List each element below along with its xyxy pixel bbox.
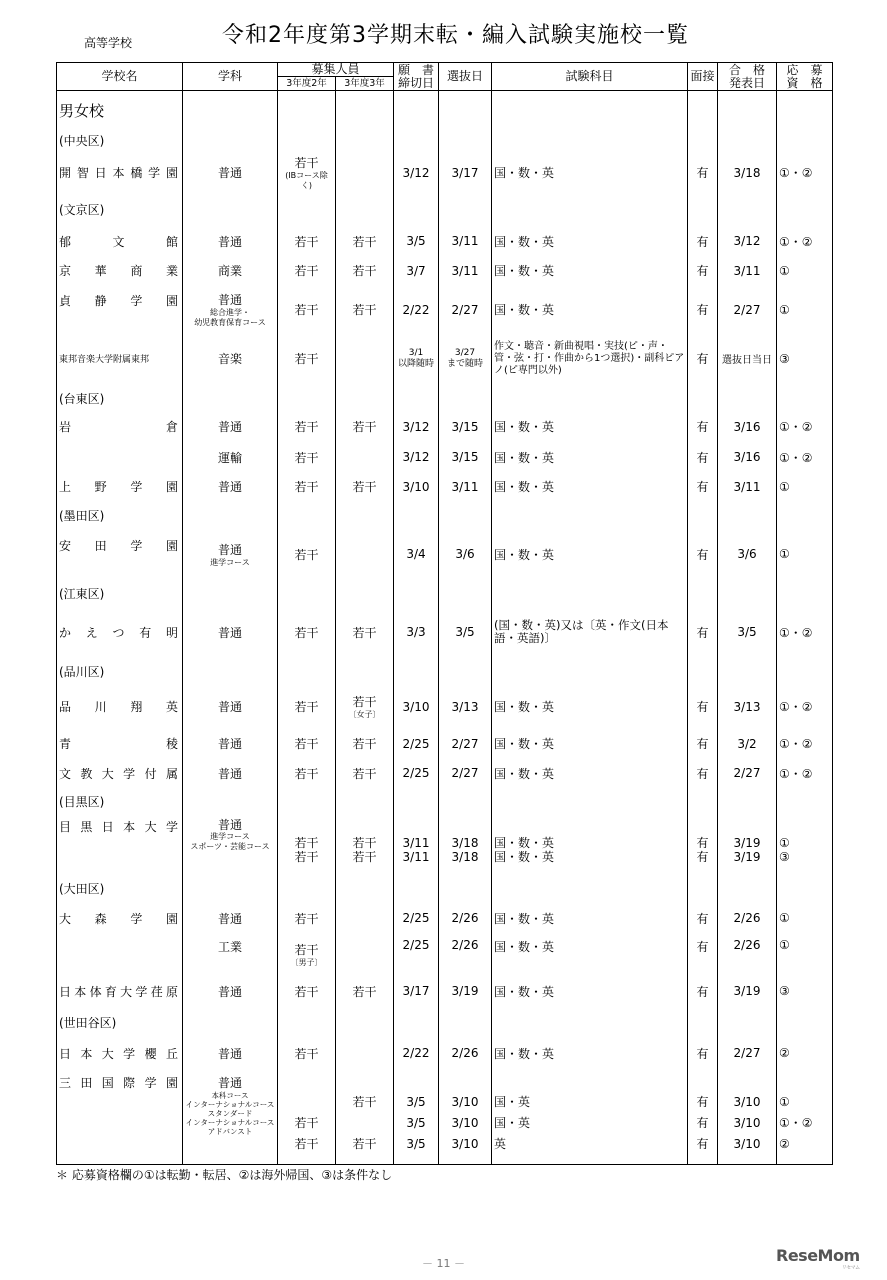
table-row: 工業 若干 〔男子〕 2/25 2/26 国・数・英 有 2/26 ① xyxy=(57,934,833,975)
school-name: か え つ 有 明 xyxy=(59,625,178,640)
table-row: 上 野 学 園 普通 若干 若干 3/10 3/11 国・数・英 有 3/11 ① xyxy=(57,472,833,502)
school-name: 安 田 学 園 xyxy=(59,538,178,553)
school-name: 目 黒 日 本 大 学 xyxy=(59,819,178,834)
table-row: 郁 文 館 普通 若干 若干 3/5 3/11 国・数・英 有 3/12 ①・② xyxy=(57,226,833,256)
page-number: － 11 － xyxy=(422,1257,465,1270)
group-label: 男女校 xyxy=(57,91,183,130)
col-recruit: 募集人員 xyxy=(278,63,394,77)
table-row: 三 田 国 際 学 園 普通 本科コース インターナショナルコーススタンダード インターナショナルコースアドバンスト 若干 若干 若干 若干 3/5 3/5 3/5 3/10 3/10 3/10 国・英 国・英 英 有 有 有 3/10 3/10 3/10 ① ①・② ② xyxy=(57,1070,833,1165)
table-row: か え つ 有 明 普通 若干 若干 3/3 3/5 (国・数・英)又は〔英・作文(日本語・英語)〕 有 3/5 ①・② xyxy=(57,607,833,658)
table-row: 大 森 学 園 普通 若干 2/25 2/26 国・数・英 有 2/26 ① xyxy=(57,903,833,934)
table-row: 岩 倉 普通 若干 若干 3/12 3/15 国・数・英 有 3/16 ①・② xyxy=(57,411,833,442)
table-row: 日 本 体 育 大 学 荏 原 普通 若干 若干 3/17 3/19 国・数・英 有 3/19 ③ xyxy=(57,975,833,1008)
ward-shinagawa: (品川区) xyxy=(57,658,183,685)
ward-taito: (台東区) xyxy=(57,385,183,412)
ward-koto: (江東区) xyxy=(57,580,183,607)
table-row: 貞 静 学 園 普通 総合進学・ 幼児教育保育コース 若干 若干 2/22 2/27 国・数・英 有 2/27 ① xyxy=(57,286,833,333)
col-deadline: 願 書 締切日 xyxy=(394,63,439,91)
ward-sumida: (墨田区) xyxy=(57,502,183,529)
ward-chuo: (中央区) xyxy=(57,130,183,153)
col-year2: 3年度2年 xyxy=(278,77,336,91)
table-row: 開 智 日 本 橋 学 園 普通 若干 (IBコース除く) 3/12 3/17 国・数・英 有 3/18 ①・② xyxy=(57,152,833,193)
col-school: 学校名 xyxy=(57,63,183,91)
school-name: 三 田 国 際 学 園 xyxy=(59,1075,178,1090)
school-name: 品 川 翔 英 xyxy=(59,700,178,715)
table-row: 京 華 商 業 商業 若干 若干 3/7 3/11 国・数・英 有 3/11 ① xyxy=(57,256,833,286)
table-row: 品 川 翔 英 普通 若干 若干 〔女子〕 3/10 3/13 国・数・英 有 3/13 ①・② xyxy=(57,685,833,728)
school-name: 日 本 大 学 櫻 丘 xyxy=(59,1046,178,1061)
col-interview: 面接 xyxy=(688,63,718,91)
school-name: 東邦音楽大学附属東邦 xyxy=(59,355,150,366)
school-name: 青 稜 xyxy=(59,737,178,752)
table-row: 安 田 学 園 普通 進学コース 若干 3/4 3/6 国・数・英 有 3/6 ① xyxy=(57,529,833,580)
school-name: 日 本 体 育 大 学 荏 原 xyxy=(59,984,178,999)
footnote: ＊ 応募資格欄の①は転勤・転居、②は海外帰国、③は条件なし xyxy=(56,1168,393,1182)
ward-bunkyo: (文京区) xyxy=(57,193,183,226)
school-name: 上 野 学 園 xyxy=(59,480,178,495)
school-name: 郁 文 館 xyxy=(59,234,178,249)
col-exam-date: 選抜日 xyxy=(439,63,492,91)
table-row: 青 稜 普通 若干 若干 2/25 2/27 国・数・英 有 3/2 ①・② xyxy=(57,728,833,759)
table-row: 運輸 若干 3/12 3/15 国・数・英 有 3/16 ①・② xyxy=(57,442,833,472)
ward-meguro: (目黒区) xyxy=(57,788,183,815)
category-label: 高等学校 xyxy=(84,36,133,50)
school-name: 岩 倉 xyxy=(59,420,178,435)
resemom-logo: ReseMom リセマム xyxy=(776,1246,860,1271)
ward-setagaya: (世田谷区) xyxy=(57,1008,183,1037)
table-row: 目 黒 日 本 大 学 普通 進学コース スポーツ・芸能コース 若干 若干 若干 若干 3/11 3/11 3/18 3/18 国・数・英 国・数・英 有 有 3/19 3/19 ① ③ xyxy=(57,815,833,875)
col-subjects: 試験科目 xyxy=(492,63,688,91)
col-year3: 3年度3年 xyxy=(336,77,394,91)
col-result: 合 格 発表日 xyxy=(718,63,777,91)
school-name: 大 森 学 園 xyxy=(59,911,178,926)
school-name: 京 華 商 業 xyxy=(59,264,178,279)
table-row: 日 本 大 学 櫻 丘 普通 若干 2/22 2/26 国・数・英 有 2/27 ② xyxy=(57,1037,833,1070)
table-row: 東邦音楽大学附属東邦 音楽 若干 3/1 以降随時 3/27 まで随時 作文・聴音・新曲視唱・実技(ピ・声・管・弦・打・作曲から1つ選択)・副科ピアノ(ピ専門以外) 有 選抜日当日 ③ xyxy=(57,333,833,384)
col-dept: 学科 xyxy=(183,63,278,91)
schools-table xyxy=(56,62,833,1165)
school-name: 文 教 大 学 付 属 xyxy=(59,766,178,781)
page-title: 令和2年度第3学期末転・編入試験実施校一覧 xyxy=(222,23,689,48)
col-qualification: 応 募 資 格 xyxy=(777,63,833,91)
table-row: 文 教 大 学 付 属 普通 若干 若干 2/25 2/27 国・数・英 有 2/27 ①・② xyxy=(57,759,833,788)
ward-ota: (大田区) xyxy=(57,874,183,903)
school-name: 開 智 日 本 橋 学 園 xyxy=(59,166,178,181)
school-name: 貞 静 学 園 xyxy=(59,293,178,308)
